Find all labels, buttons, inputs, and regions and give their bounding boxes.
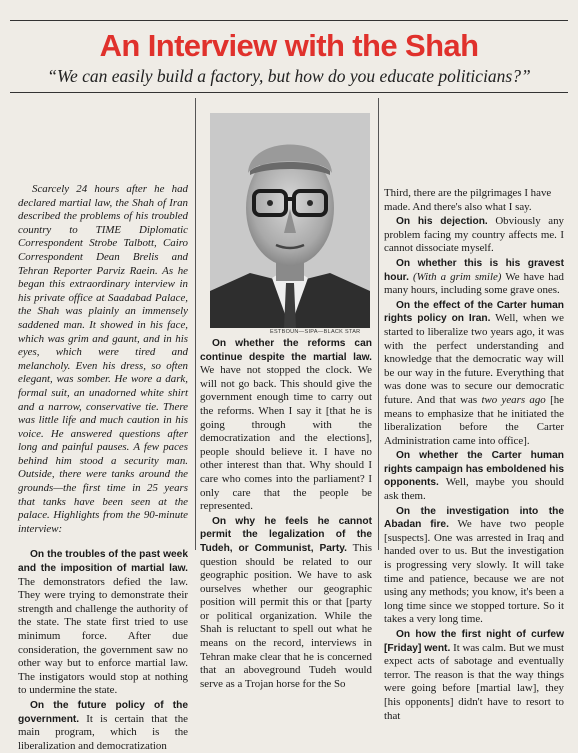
qa-item bbox=[384, 449, 564, 503]
answer-text: It was calm. But we must expect acts of sabotage and eventually terror. The reason is that the way things were going before [martial law], they [his opponents] didn't have to resort to that bbox=[384, 641, 564, 722]
deck-quote: “We can easily build a factory, but how do you educate politicians?” bbox=[47, 66, 531, 86]
portrait-illustration bbox=[210, 113, 370, 328]
column-middle bbox=[200, 336, 372, 691]
answer-text: Well, maybe you should ask them. bbox=[384, 476, 565, 503]
question-lead: On whether the reforms can continue despite the martial law. bbox=[200, 338, 372, 363]
answer-text: Well, when we started to liberalize two years ago, it was with the perfect understanding and knowledge that the democratic way will be our way in the future. Everything that was done was to secure our democratic future. And that was bbox=[384, 312, 564, 406]
question-lead: On the future policy of the government. bbox=[18, 699, 188, 725]
intro-paragraph: Scarcely 24 hours after he had declared martial law, the Shah of Iran described the problems of his troubled country to TIME Diplomatic Correspondent Strobe Talbott, Cairo Correspondent Dean Brelis and Tehran Reporter Parviz Raein. As he began this extraordinary interview in his private office at Saadabad Palace, the Shah was plainly an immensely saddened man. It showed in his face, which was grim and gaunt, and in his eyes, which were tired and melancholy. Even his dress, so often elegant, was somber. He wore a dark, formal suit, an unadorned white shirt and a narrow, conservative tie. There was little life and much caution in his voice. He answered questions after long and painful pauses. A few paces behind him stood a security man. Outside, there were tanks around the grounds—the first time in 25 years that tanks have been seen at the palace. Highlights from the 90-minute interview: bbox=[18, 183, 188, 535]
qa-item bbox=[18, 548, 188, 698]
question-lead: On how the first night of curfew [Friday] went. bbox=[384, 629, 564, 654]
question-lead: On his dejection. bbox=[396, 216, 488, 228]
stage-direction: (With a grim smile) bbox=[412, 270, 502, 283]
column-right bbox=[384, 187, 564, 723]
column-divider bbox=[195, 98, 196, 550]
header-rule bbox=[10, 92, 568, 93]
question-lead: On the troubles of the past week and the imposition of martial law. bbox=[18, 549, 188, 575]
column-left bbox=[18, 183, 188, 753]
question-lead: On whether this is his gravest hour. bbox=[384, 257, 564, 283]
answer-text: [he means to emphasize that he initiated the liberalization before the Carter Administration came into office]. bbox=[384, 393, 564, 447]
qa-item bbox=[384, 215, 564, 256]
qa-item bbox=[384, 505, 564, 627]
answer-text: This question should be related to our geographic position. We have to ask ourselves whether our geographic position will permit this or that [party or political organization. While the Shah is reluctant to spell out what he means on the record, interviews in Tehran make clear that he is concerned that an aboveground Tudeh would serve as a Trojan horse for the So bbox=[200, 541, 372, 690]
qa-item bbox=[200, 515, 372, 692]
answer-text: It is certain that the main program, which is the liberalization and democratization bbox=[18, 712, 188, 752]
qa-item bbox=[200, 337, 372, 514]
answer-text: We have not stopped the clock. We will not go back. This should give the government enough time to carry out the reforms. When I say it [that he is going through with the democratization and the elections], people should believe it. I have no other interest than that. Why should I care who comes into the parliament? I only care that the people be represented. bbox=[200, 364, 372, 513]
photo-credit: ESTBOUN—SIPA—BLACK STAR bbox=[270, 329, 361, 335]
qa-item bbox=[384, 299, 564, 449]
question-lead: On why he feels he cannot permit the legalization of the Tudeh, or Communist, Party. bbox=[200, 515, 372, 554]
question-lead: On the effect of the Carter human rights policy on Iran. bbox=[384, 299, 564, 325]
headline: An Interview with the Shah bbox=[99, 28, 479, 63]
shah-portrait-photo bbox=[210, 113, 370, 328]
answer-text: We have had many hours, including some grave ones. bbox=[384, 270, 564, 297]
answer-text: Obviously any problem facing my country affects me. I cannot dissociate myself. bbox=[384, 215, 564, 255]
answer-continued: Third, there are the pilgrimages I have made. And there's also what I say. bbox=[384, 187, 552, 213]
top-rule bbox=[10, 20, 568, 21]
qa-item bbox=[384, 257, 564, 298]
answer-text: We have two people [suspects]. One was arrested in Iraq and handed over to us. But the investigation is progressing very slowly. It will take time and patience, because we are not using any methods; you know, it's been a long time since we stopped torture. So it takes a very long time. bbox=[384, 518, 564, 626]
question-lead: On the investigation into the Abadan fire. bbox=[384, 505, 564, 531]
column-divider bbox=[378, 98, 379, 550]
qa-item bbox=[384, 628, 564, 723]
qa-item bbox=[18, 699, 188, 753]
question-lead: On whether the Carter human rights campaign has emboldened his opponents. bbox=[384, 450, 564, 489]
emphasis-text: two years ago bbox=[481, 393, 546, 406]
answer-text: The demonstrators defied the law. They were trying to demonstrate their strength and challenge the authority of the state. The state first tried to use minimum force. After due consideration, the government saw no other way but to enforce martial law. The instigators would stop at nothing to undermine the state. bbox=[18, 575, 188, 697]
